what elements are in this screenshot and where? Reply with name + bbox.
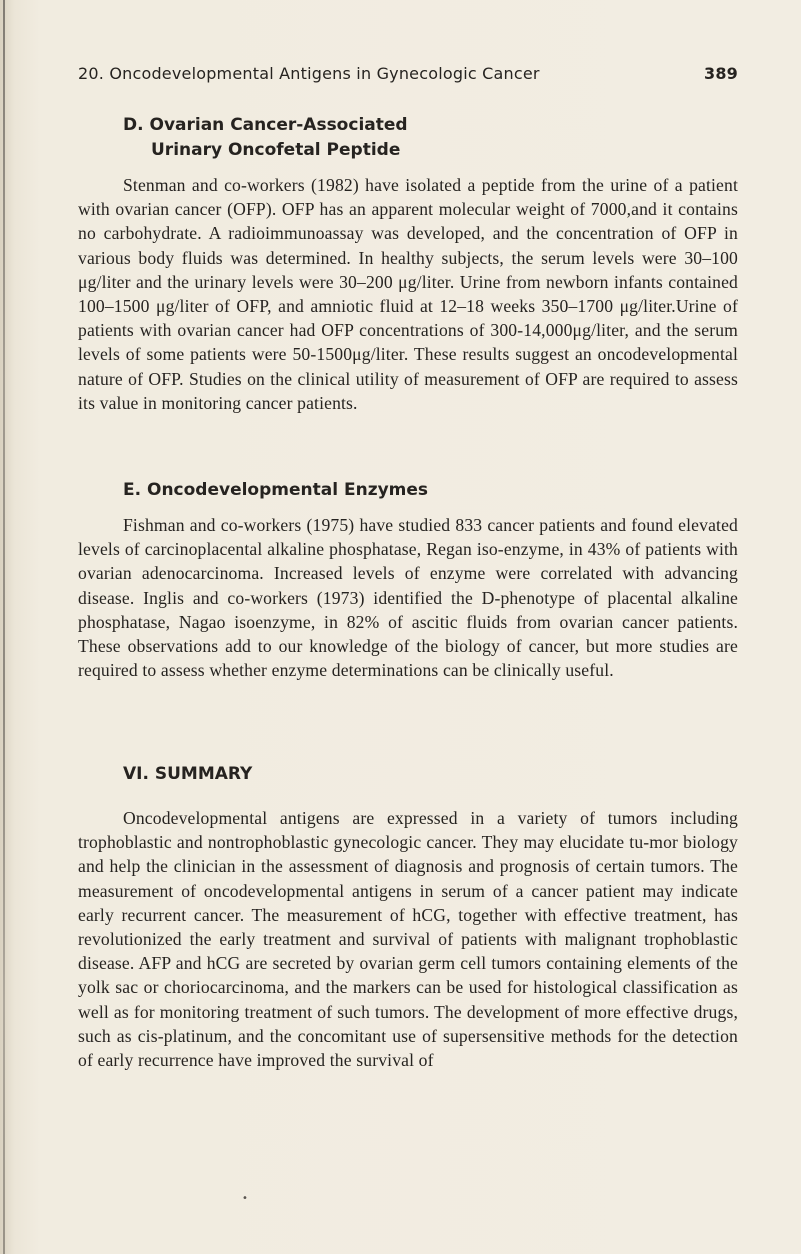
running-head [78,64,738,88]
section-e-heading: E. Oncodevelopmental Enzymes [123,480,429,500]
scan-speck: • [242,1193,248,1204]
section-d-heading [123,113,408,163]
binding-edge [3,0,5,1254]
page-number: 389 [704,64,738,83]
section-d-heading-line1: D. Ovarian Cancer-Associated [123,115,408,135]
section-d-heading-line2: Urinary Oncofetal Peptide [151,140,401,160]
running-head-title: 20. Oncodevelopmental Antigens in Gynecologic Cancer [78,64,540,83]
section-d-paragraph: Stenman and co-workers (1982) have isolated a peptide from the urine of a patient with ovarian cancer (OFP). OFP has an apparent molecular weight of 7000,and it contains no carbohydrate. A radioimmunoassay was developed, and the concentration of OFP in various body fluids was determined. In healthy subjects, the serum levels were 30–100 μg/liter and the urinary levels were 30–200 μg/liter. Urine from newborn infants contained 100–1500 μg/liter of OFP, and amniotic fluid at 12–18 weeks 350–1700 μg/liter.Urine of patients with ovarian cancer had OFP concentrations of 300-14,000μg/liter, and the serum levels of some patients were 50-1500μg/liter. These results suggest an oncodevelopmental nature of OFP. Studies on the clinical utility of measurement of OFP are required to assess its value in monitoring cancer patients. [78,175,738,413]
section-vi-heading: VI. SUMMARY [123,764,253,784]
section-e-paragraph: Fishman and co-workers (1975) have studied 833 cancer patients and found elevated levels of carcinoplacental alkaline phosphatase, Regan iso-enzyme, in 43% of patients with ovarian adenocarcinoma. Increased levels of enzyme were correlated with advancing disease. Inglis and co-workers (1973) identified the D-phenotype of placental alkaline phosphatase, Nagao isoenzyme, in 82% of ascitic fluids from ovarian cancer patients. These observations add to our knowledge of the biology of cancer, but more studies are required to assess whether enzyme determinations can be clinically useful. [78,515,738,681]
section-vi-paragraph: Oncodevelopmental antigens are expressed in a variety of tumors including trophoblastic and nontrophoblastic gynecologic cancer. They may elucidate tu-mor biology and help the clinician in the assessment of diagnosis and prognosis of certain tumors. The measurement of oncodevelopmental antigens in serum of a cancer patient may indicate early recurrent cancer. The measurement of hCG, together with effective treatment, has revolutionized the early treatment and survival of patients with malignant trophoblastic disease. AFP and hCG are secreted by ovarian germ cell tumors containing elements of the yolk sac or choriocarcinoma, and the markers can be used for histological classification as well as for monitoring treatment of such tumors. The development of more effective drugs, such as cis-platinum, and the concomitant use of supersensitive methods for the detection of early recurrence have improved the survival of [78,808,738,1071]
